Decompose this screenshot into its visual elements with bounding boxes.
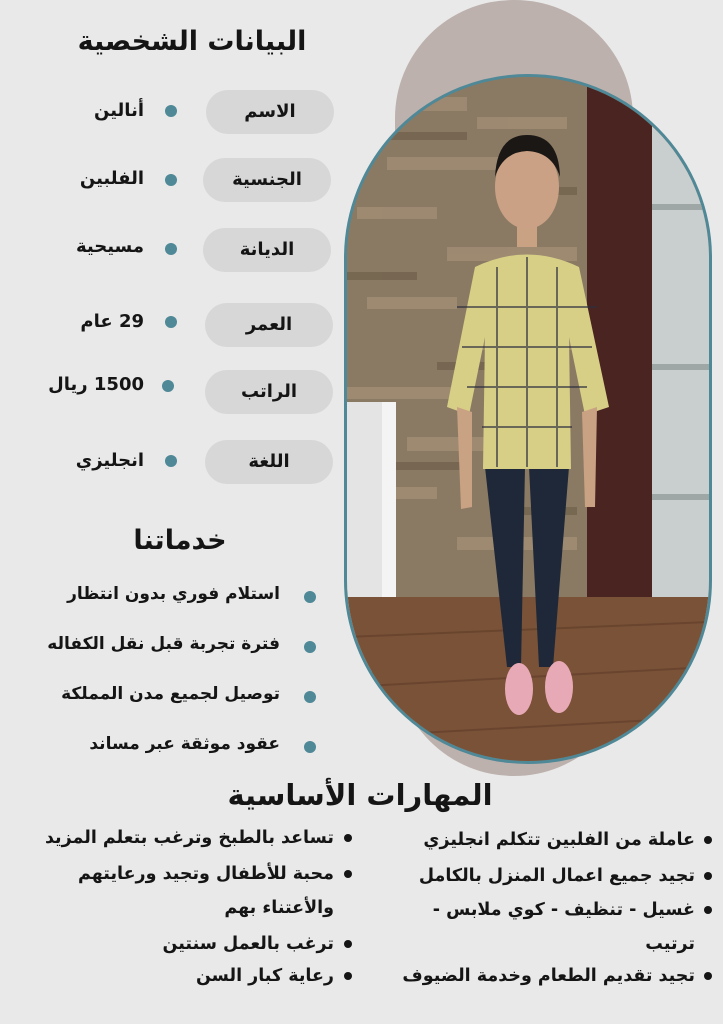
service-item: فترة تجربة قبل نقل الكفاله [47, 634, 280, 654]
nationality-value: الفلبين [79, 168, 144, 189]
name-label: الاسم [206, 90, 334, 134]
service-item: توصيل لجميع مدن المملكة [61, 684, 280, 704]
religion-value: مسيحية [75, 236, 144, 257]
skill-item-continued: والأعتناء بهم [224, 898, 334, 918]
skills-title: المهارات الأساسية [227, 778, 493, 812]
salary-dot-icon [162, 380, 174, 392]
worker-photo [344, 74, 712, 764]
age-label: العمر [205, 303, 333, 347]
age-value: 29 عام [80, 311, 144, 332]
name-dot-icon [165, 105, 177, 117]
skill-item: عاملة من الفلبين تتكلم انجليزي [423, 830, 695, 850]
nationality-dot-icon [165, 174, 177, 186]
worker-photo-illustration [347, 77, 709, 761]
skill-item: غسيل - تنظيف - كوي ملابس - [432, 900, 695, 920]
religion-label: الديانة [203, 228, 331, 272]
skill-bullet-icon [704, 872, 712, 880]
skill-bullet-icon [344, 870, 352, 878]
language-label: اللغة [205, 440, 333, 484]
service-dot-icon [304, 741, 316, 753]
skill-item: تساعد بالطبخ وترغب بتعلم المزيد [44, 828, 334, 848]
personal-info-title: البيانات الشخصية [77, 26, 307, 57]
age-dot-icon [165, 316, 177, 328]
skill-bullet-icon [344, 940, 352, 948]
skill-item: رعاية كبار السن [195, 966, 334, 986]
language-dot-icon [165, 455, 177, 467]
skill-bullet-icon [344, 834, 352, 842]
service-item: عقود موثقة عبر مساند [89, 734, 280, 754]
skill-bullet-icon [704, 836, 712, 844]
services-title: خدماتنا [133, 525, 227, 556]
service-dot-icon [304, 591, 316, 603]
skill-item: تجيد تقديم الطعام وخدمة الضيوف [402, 966, 695, 986]
name-value: أنالين [94, 100, 144, 121]
skill-item-continued: ترتيب [645, 934, 695, 954]
religion-dot-icon [165, 243, 177, 255]
skill-bullet-icon [344, 972, 352, 980]
salary-label: الراتب [205, 370, 333, 414]
nationality-label: الجنسية [203, 158, 331, 202]
skill-item: محبة للأطفال وتجيد ورعايتهم [78, 864, 334, 884]
skill-item: تجيد جميع اعمال المنزل بالكامل [418, 866, 695, 886]
service-item: استلام فوري بدون انتظار [67, 584, 280, 604]
skill-bullet-icon [704, 906, 712, 914]
skill-bullet-icon [704, 972, 712, 980]
service-dot-icon [304, 691, 316, 703]
service-dot-icon [304, 641, 316, 653]
salary-value: 1500 ريال [48, 374, 144, 395]
language-value: انجليزي [75, 450, 144, 471]
skill-item: ترغب بالعمل سنتين [162, 934, 334, 954]
